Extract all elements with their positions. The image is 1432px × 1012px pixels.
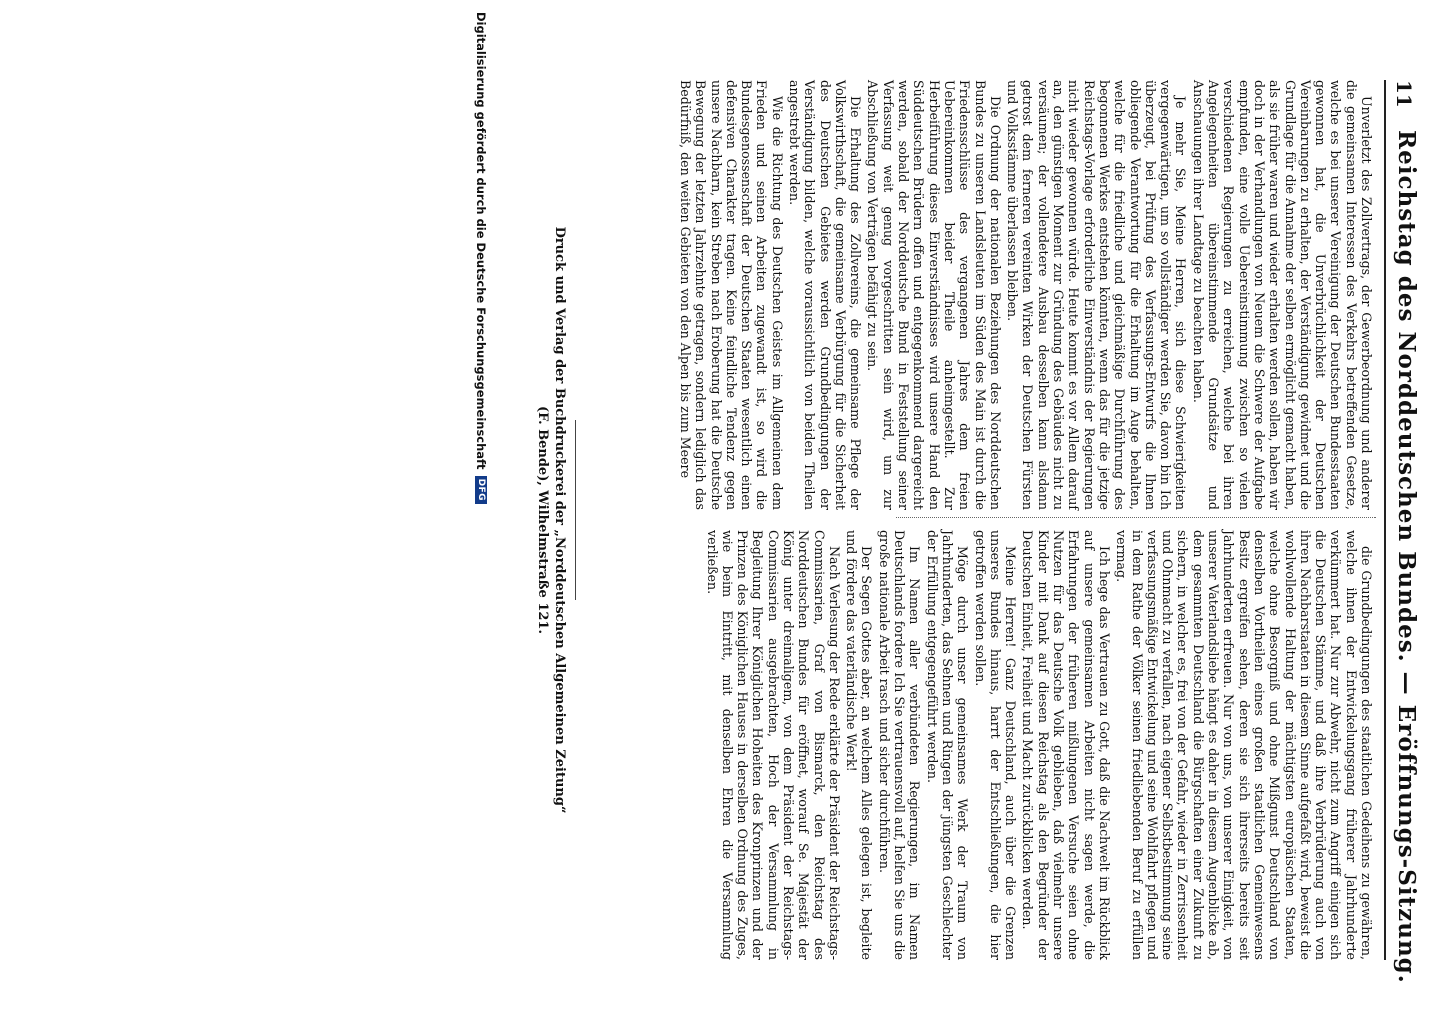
rotated-document-page [462, 0, 1432, 1000]
paragraph: Unverletzt des Zollvertrags, der Gewerbeordnung und anderer die gemeinsamen Interessen des Verkehrs betreffenden Gesetze, welche es bei unserer Vereinigung der Deutschen Bundesstaaten gewonnen hat, die Unverbrüchlichkeit der Deutschen Vereinbarungen zu erhalten, der Verständigung gewidmet und die Grundlage für die Annahme der selben ermöglicht gemacht haben, als sie früher waren und wieder erhalten werden sollen, haben wir doch in der Verhandlungen von Neuem die Schwere der Aufgabe empfunden, eine volle Uebereinstimmung zwischen so vielen verschiedenen Regierungen zu erreichen, welche bei ihren Angelegenheiten übereinstimmende Grundsätze und Anschauungen ihrer Landtage zu beachten haben. [1190, 80, 1374, 510]
column-divider [896, 517, 1376, 518]
footer-text: Digitalisierung gefördert durch die Deutsche Forschungsgemeinschaft [474, 12, 488, 470]
digitization-footer [474, 0, 488, 1012]
left-column [676, 80, 1374, 510]
page-title: Reichstag des Norddeutschen Bundes. — Eröffnungs-Sitzung. [1393, 130, 1420, 984]
paragraph: Wie die Richtung des Deutschen Geistes im Allgemeinen dem Frieden und seinen Arbeiten zugewandt ist, so wird die Bundesgenossenschaft der Deutschen Staaten wesentlich einen defensiven Charakter tragen. Keine feindliche Tendenz gegen unsere Nachbarn, kein Streben nach Eroberung hat die Deutsche Bewegung der letzten Jahrzehnte getragen, sondern lediglich das Bedürfniß, den weiten Gebieten von den Alpen bis zum Meere [677, 80, 785, 510]
paragraph: Meine Herren! Ganz Deutschland, auch über die Grenzen unseres Bundes hinaus, harrt der Entschließungen, die hier getroffen werden sollen. [972, 530, 1019, 960]
header-rule [1384, 80, 1386, 960]
right-column [702, 530, 1374, 960]
paragraph: Je mehr Sie, Meine Herren, sich diese Schwierigkeiten vergegenwärtigen, um so vollständiger werden Sie, davon bin Ich überzeugt, bei Prüfung des Verfassungs-Entwurfs die Ihnen obliegende Verantwortung für die Erhaltung im Auge behalten, welche für die friedliche und gleichmäßige Durchführung des begonnenen Werkes entstehen könnten, wenn das für die jetzige Reichstags-Vorlage erforderliche Einverständnis der Regierungen nicht wieder gewonnen würde. Heute kommt es vor Allem darauf an, den günstigen Moment zur Gründung des Gebäudes nicht zu versäumen; der vollendetere Ausbau desselben kann alsdann getrost dem ferneren vereinten Wirken der Deutschen Fürsten und Volksstämme überlassen bleiben. [1005, 80, 1189, 510]
dfg-logo-icon: DFG [475, 476, 487, 505]
imprint [534, 80, 568, 960]
paragraph: Die Ordnung der nationalen Beziehungen des Norddeutschen Bundes zu unseren Landsleuten im Süden des Main ist durch die Friedensschlüsse des vergangenen Jahres dem freien Uebereinkommen beider Theile anheimgestellt. Zur Herbeiführung dieses Einverständnisses wird unsere Hand den Süddeutschen Brüdern offen und entgegenkommend dargereicht werden, sobald der Norddeutsche Bund in Feststellung seiner Verfassung weit genug vorgeschritten sein wird, um zur Abschließung von Verträgen befähigt zu sein. [865, 80, 1003, 510]
paragraph: Im Namen aller verbündeten Regierungen, im Namen Deutschlands fordere Ich Sie vertrauensvoll auf, helfen Sie uns die große nationale Arbeit rasch und sicher durchführen. [876, 530, 923, 960]
imprint-rule [575, 420, 576, 600]
paragraph: Nach Verlesung der Rede erklärte der Präsident der Reichstags-Commissarien, Graf von Bismarck, den Reichstag des Norddeutschen Bundes für eröffnet, worauf Se. Majestät der König unter dreimaligem, von dem Präsident der Reichstags-Commissarien ausgebrachten, Hoch der Versammlung in Begleitung Ihrer Königlichen Hoheiten des Kronprinzen und der Prinzen des Königlichen Hauses in derselben Ordnung des Zuges, wie beim Eintritt, mit denselben Ehren die Versammlung verließen. [704, 530, 842, 960]
paragraph: Die Erhaltung des Zollvereins, die gemeinsame Pflege der Volkswirthschaft, die gemeinsame Verbürgung für die Sicherheit des Deutschen Gebietes werden Grundbedingungen der Verständigung bilden, welche voraussichtlich von beiden Theilen angestrebt werden. [787, 80, 864, 510]
paragraph: Der Segen Gottes aber, an welchem Alles gelegen ist, begleite und fördere das vaterländische Werk! [844, 530, 875, 960]
paragraph: die Grundbedingungen des staatlichen Gedeihens zu gewähren, welche ihnen der Entwickelungsgang früherer Jahrhunderte verkümmert hat. Nur zur Abwehr, nicht zum Angriff einigen sich die Deutschen Stämme, und daß ihre Verbrüderung auch von ihren Nachbarstaaten in diesem Sinne aufgefaßt wird, beweist die wohlwollende Haltung der mächtigsten europäischen Staaten, welche ohne Besorgniß und ohne Mißgunst Deutschland von denselben Vortheilen eines großen staatlichen Gemeinwesens Besitz ergreifen sehen, deren sie sich ihrerseits bereits seit Jahrhunderten erfreuen. Nur von uns, von unserer Einigkeit, von unserer Vaterlandsliebe hängt es daher in diesem Augenblicke ab, dem gesammten Deutschland die Bürgschaften einer Zukunft zu sichern, in welcher es, frei von der Gefahr, wieder in Zerrissenheit und Ohnmacht zu verfallen, nach eigener Selbstbestimmung seine verfassungsmäßige Entwickelung und seine Wohlfahrt pflegen und in dem Rathe der Völker seinen friedliebenden Beruf zu erfüllen vermag. [1114, 530, 1374, 960]
paragraph: Möge durch unser gemeinsames Werk der Traum von Jahrhunderten, das Sehnen und Ringen der jüngsten Geschlechter der Erfüllung entgegengeführt werden. [924, 530, 971, 960]
imprint-line-1: Druck und Verlag der Buchdruckerei der „Norddeutschen Allgemeinen Zeitung“ [552, 226, 567, 814]
imprint-line-2: (F. Bende), Wilhelmstraße 121. [535, 406, 550, 634]
page-number: 11 [1392, 80, 1416, 108]
paragraph: Ich hege das Vertrauen zu Gott, daß die Nachwelt im Rückblick auf unsere gemeinsamen Arbeiten nicht sagen werde, die Erfahrungen der früheren mißlungenen Versuche seien ohne Nutzen für das Deutsche Volk geblieben, daß vielmehr unsere Kinder mit Dank auf diesen Reichstag als den Begründer der Deutschen Einheit, Freiheit und Macht zurückblicken werden. [1020, 530, 1112, 960]
